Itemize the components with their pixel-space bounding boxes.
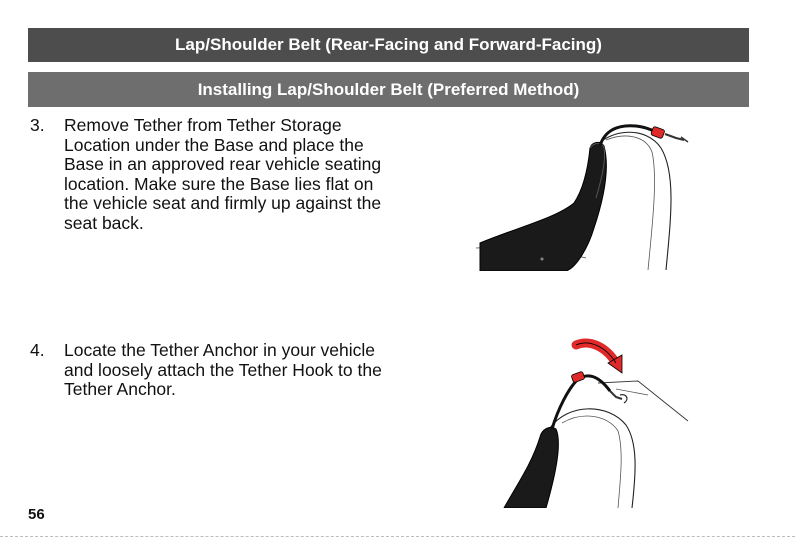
- page-bottom-rule: [0, 536, 795, 537]
- step-number: 4.: [30, 340, 45, 360]
- instruction-step-4: [30, 341, 400, 400]
- step-number: 3.: [30, 115, 45, 135]
- tether-hook-attach-illustration: [498, 333, 708, 508]
- section-title: Lap/Shoulder Belt (Rear-Facing and Forward-Facing): [175, 35, 602, 54]
- step-text: Remove Tether from Tether Storage Location under the Base and place the Base in an approved rear vehicle seating location. Make sure the Base lies flat on the vehicle seat and firmly up against the seat back.: [64, 115, 382, 233]
- car-seat-base-placed-illustration: [476, 118, 706, 271]
- section-title-banner: [28, 28, 749, 62]
- subsection-title-banner: [28, 72, 749, 107]
- subsection-title: Installing Lap/Shoulder Belt (Preferred Method): [197, 79, 580, 99]
- step-text: Locate the Tether Anchor in your vehicle and loosely attach the Tether Hook to the Tether Anchor.: [64, 340, 382, 399]
- instruction-step-3: [30, 116, 400, 233]
- page-number: 56: [28, 506, 45, 523]
